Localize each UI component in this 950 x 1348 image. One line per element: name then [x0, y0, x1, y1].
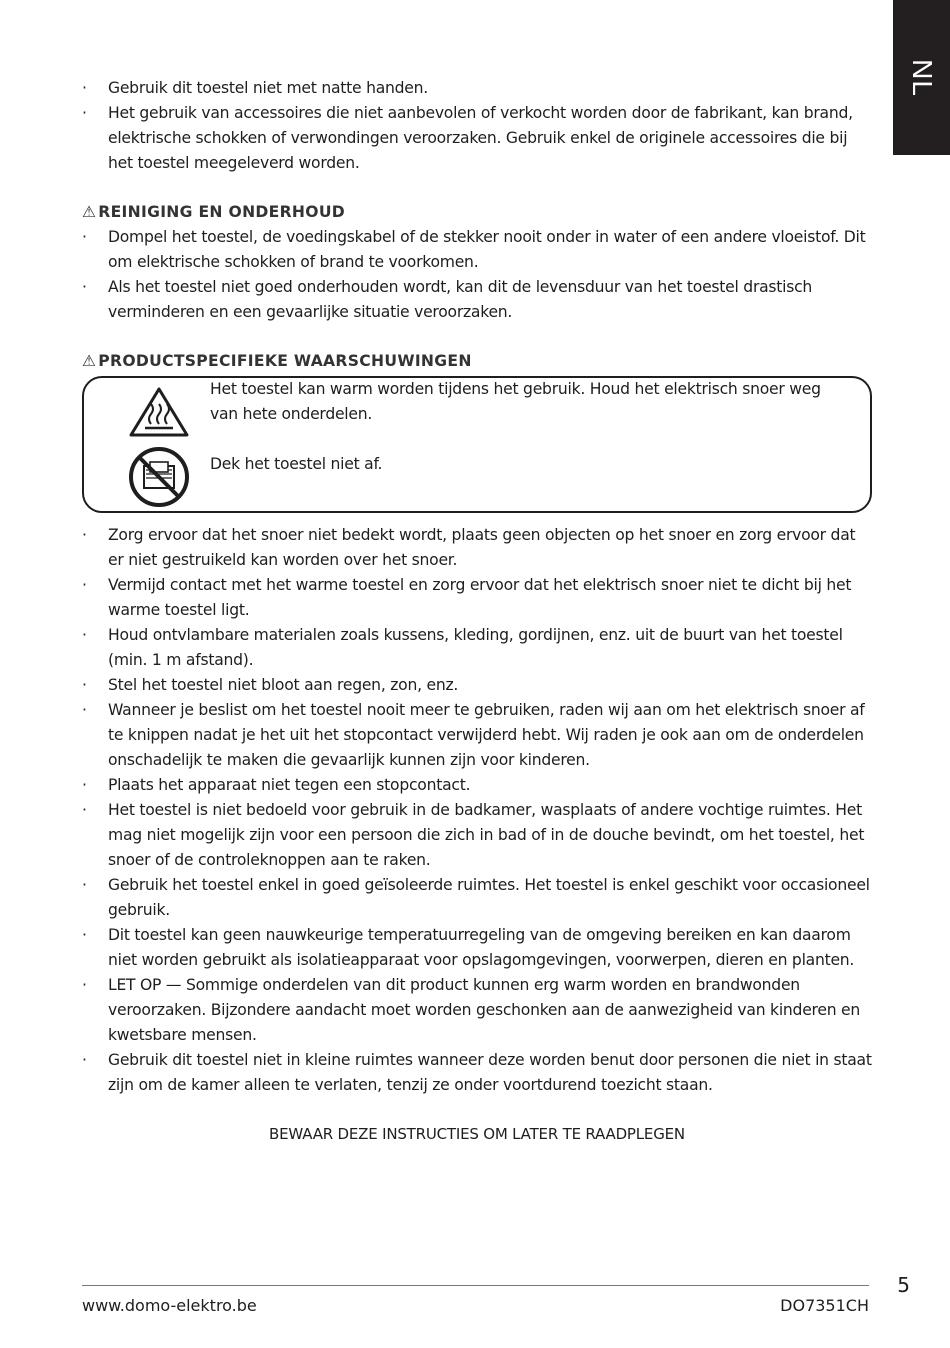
cleaning-title-text: REINIGING EN ONDERHOUD	[98, 203, 346, 221]
do-not-cover-icon	[128, 446, 190, 508]
cleaning-section-title	[82, 200, 872, 225]
warning-icons	[128, 386, 198, 508]
list-item: · Het toestel is niet bedoeld voor gebruik in de badkamer, wasplaats of andere vochtige ruimtes. Het mag niet mogelijk zijn voor een persoon die zich in bad of in de douche bevindt, om het toestel, het snoer of de controleknoppen aan te raken.	[82, 798, 872, 873]
cleaning-list	[82, 225, 872, 325]
warning-triangle-icon: ⚠	[82, 352, 97, 370]
language-code: NL	[906, 59, 938, 97]
cover-warning-text: Dek het toestel niet af.	[210, 455, 383, 473]
product-warning-box	[82, 376, 872, 513]
hot-warning-text: Het toestel kan warm worden tijdens het gebruik. Houd het elektrisch snoer weg van hete onderdelen.	[210, 380, 821, 423]
list-item: · Vermijd contact met het warme toestel en zorg ervoor dat het elektrisch snoer niet te dicht bij het warme toestel ligt.	[82, 573, 872, 623]
footer-model-number: DO7351CH	[780, 1296, 869, 1315]
list-item: · Gebruik dit toestel niet in kleine ruimtes wanneer deze worden benut door personen die niet in staat zijn om de kamer alleen te verlaten, tenzij ze onder voortdurend toezicht staan.	[82, 1048, 872, 1098]
product-list	[82, 523, 872, 1098]
list-item: · Dompel het toestel, de voedingskabel of de stekker nooit onder in water of een andere vloeistof. Dit om elektrische schokken of brand te voorkomen.	[82, 225, 872, 275]
list-item: · Dit toestel kan geen nauwkeurige temperatuurregeling van de omgeving bereiken en kan daarom niet worden gebruikt als isolatieapparaat voor opslagomgevingen, voorwerpen, dieren en planten.	[82, 923, 872, 973]
list-item: · LET OP — Sommige onderdelen van dit product kunnen erg warm worden en brandwonden veroorzaken. Bijzondere aandacht moet worden geschonken aan de aanwezigheid van kinderen en kwetsbare mensen.	[82, 973, 872, 1048]
save-instructions-note: BEWAAR DEZE INSTRUCTIES OM LATER TE RAADPLEGEN	[269, 1125, 685, 1143]
footer-website: www.domo-elektro.be	[82, 1296, 257, 1315]
page-number: 5	[897, 1273, 910, 1297]
page-content	[82, 76, 872, 1147]
product-title-text: PRODUCTSPECIFIEKE WAARSCHUWINGEN	[98, 352, 472, 370]
list-item: · Gebruik het toestel enkel in goed geïsoleerde ruimtes. Het toestel is enkel geschikt voor occasioneel gebruik.	[82, 873, 872, 923]
warning-triangle-icon: ⚠	[82, 203, 97, 221]
list-item: · Stel het toestel niet bloot aan regen, zon, enz.	[82, 673, 872, 698]
list-item: · Zorg ervoor dat het snoer niet bedekt wordt, plaats geen objecten op het snoer en zorg ervoor dat er niet gestruikeld kan worden over het snoer.	[82, 523, 872, 573]
list-item: · Wanneer je beslist om het toestel nooit meer te gebruiken, raden wij aan om het elektrisch snoer af te knippen nadat je het uit het stopcontact verwijderd hebt. Wij raden je ook aan om de onderdelen onschadelijk te maken die gevaarlijk kunnen zijn voor kinderen.	[82, 698, 872, 773]
list-item: · Gebruik dit toestel niet met natte handen.	[82, 76, 872, 101]
hot-surface-warning-icon	[128, 386, 190, 438]
language-tab	[893, 0, 950, 155]
list-item: · Het gebruik van accessoires die niet aanbevolen of verkocht worden door de fabrikant, kan brand, elektrische schokken of verwondingen veroorzaken. Gebruik enkel de originele accessoires die bij het toestel meegeleverd worden.	[82, 101, 872, 176]
list-item: · Houd ontvlambare materialen zoals kussens, kleding, gordijnen, enz. uit de buurt van het toestel (min. 1 m afstand).	[82, 623, 872, 673]
list-item: · Als het toestel niet goed onderhouden wordt, kan dit de levensduur van het toestel drastisch verminderen en een gevaarlijke situatie veroorzaken.	[82, 275, 872, 325]
footer-divider	[82, 1285, 869, 1286]
intro-list	[82, 76, 872, 176]
product-section-title	[82, 349, 872, 374]
list-item: · Plaats het apparaat niet tegen een stopcontact.	[82, 773, 872, 798]
warning-box-texts	[210, 377, 852, 477]
